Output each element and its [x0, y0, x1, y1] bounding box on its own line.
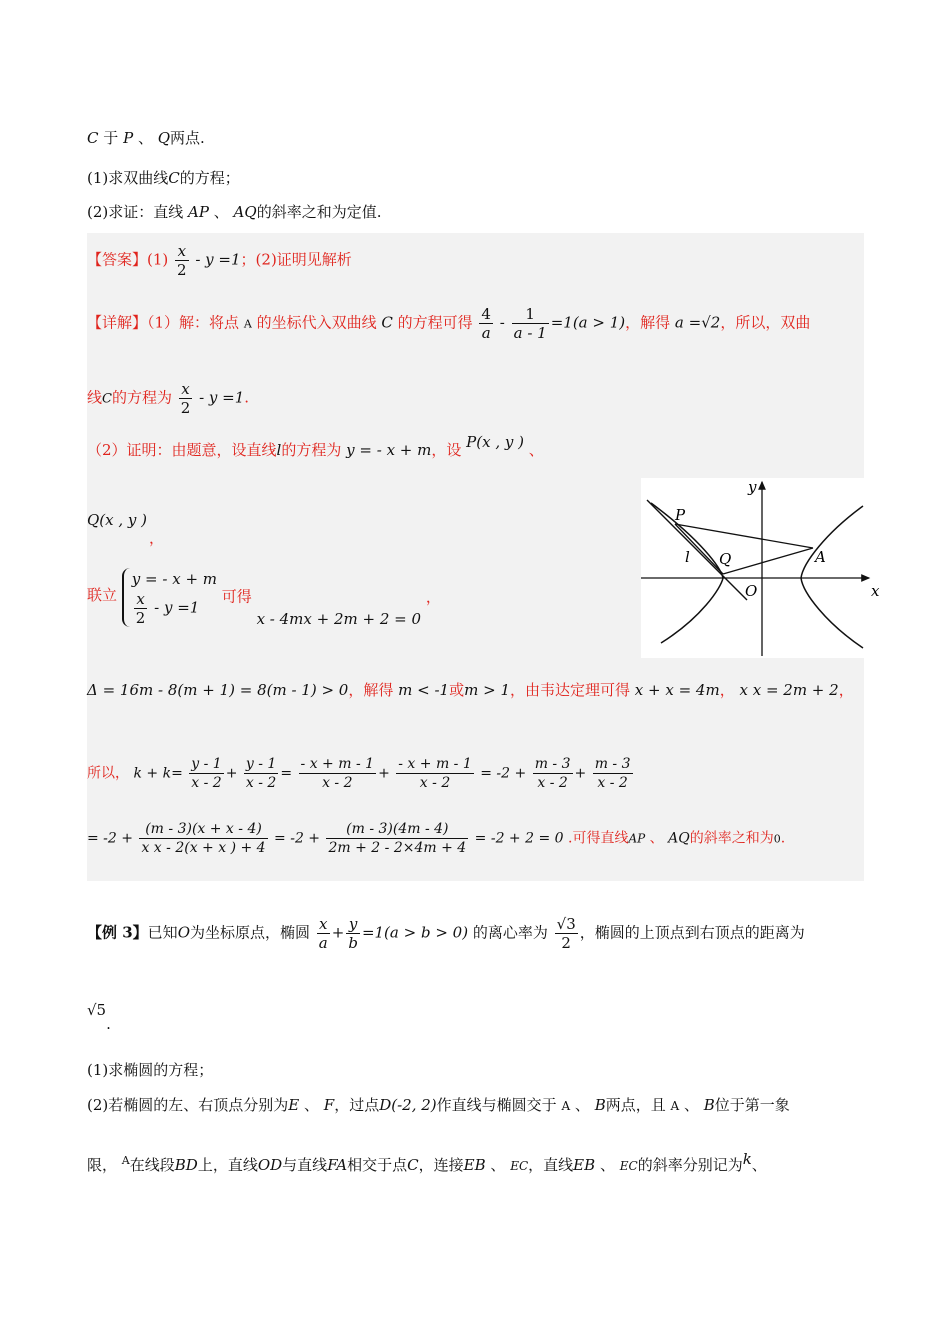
text: 为坐标原点，椭圆	[190, 923, 311, 942]
text: ，解得	[625, 313, 671, 332]
text: 与直线	[282, 1156, 328, 1174]
text: 、	[528, 441, 544, 459]
fraction	[189, 755, 223, 792]
text: 的斜率之和为定值.	[256, 203, 382, 221]
text: .可得直线	[568, 830, 629, 847]
text: 相交于点	[347, 1156, 408, 1174]
hyperbola-figure	[641, 478, 880, 658]
numerator: 4	[481, 305, 491, 323]
text: 、	[137, 129, 153, 147]
math-point-Q: Q(x , y )	[87, 511, 148, 529]
math-A: A	[561, 1099, 571, 1113]
right-branch	[801, 506, 863, 648]
segment-PA	[675, 524, 813, 548]
fraction	[512, 305, 549, 342]
math-expr: a =√2	[674, 313, 721, 332]
denominator: 2	[177, 261, 187, 279]
text: 、	[751, 1156, 767, 1174]
text: ，过点	[334, 1096, 380, 1114]
denominator: 2	[135, 609, 146, 627]
denominator: x - 2	[245, 775, 277, 791]
fraction	[555, 915, 578, 952]
fraction	[317, 915, 330, 952]
text: 、	[683, 1096, 699, 1114]
math-expr: x x = 2m + 2	[739, 681, 839, 699]
numerator: y	[346, 915, 360, 934]
math-expr: y = - x + m	[346, 441, 432, 459]
example-label: 【例 3】	[87, 923, 148, 942]
text: ，解得	[348, 681, 394, 699]
numerator: (m - 3)(4m - 4)	[326, 820, 468, 839]
example-3-line	[87, 915, 805, 952]
denominator: x - 2	[537, 775, 568, 791]
text: ，椭圆的上顶点到右顶点的距离为	[579, 923, 805, 942]
denominator: 2m + 2 - 2×4m + 4	[328, 840, 467, 856]
numerator: x	[175, 242, 189, 261]
q-point-line	[87, 510, 165, 550]
denominator: b	[348, 934, 358, 952]
minus: -	[499, 313, 505, 332]
math-expr: - y =1	[149, 598, 200, 617]
text: 位于第一象	[714, 1096, 790, 1114]
denominator: 2	[561, 934, 571, 952]
text: ，由韦达定理可得	[509, 681, 630, 699]
math-EB: EB	[463, 1156, 486, 1174]
text: 、	[599, 1156, 615, 1174]
example-3-question-1: (1)求椭圆的方程；	[87, 1061, 214, 1079]
math-C: C	[102, 391, 112, 407]
math-zero: 0	[773, 832, 781, 846]
numerator: (m - 3)(x + x - 4)	[139, 820, 267, 839]
fraction	[326, 820, 468, 857]
math-AP: AP	[628, 831, 646, 846]
fraction	[479, 305, 493, 342]
math-expr: = -2 +	[87, 830, 133, 847]
fraction	[244, 755, 278, 792]
label-Q: Q	[719, 550, 732, 568]
slope-sum-line: 所以， k + k= $\frac{y - 1}{x - 2}$ + $\frac{y - 1}{x - 2}$ = $\frac{- x + m - 1}{x - 2}$ + $\frac{- x + m - 1}{x - 2}$ = -2 + $\frac{m - 3}{x - 2}$ + $\frac{m - 3}{x - 2}$	[87, 756, 631, 791]
label-A: A	[815, 548, 826, 566]
math-EB: EB	[573, 1156, 596, 1174]
math-expr: =1(a > b > 0)	[361, 923, 469, 942]
system-line	[87, 568, 441, 627]
math-EC: EC	[619, 1159, 638, 1173]
text: 线	[87, 388, 103, 407]
segment-QA	[723, 548, 813, 574]
math-expr: x - 4mx + 2m + 2 = 0	[256, 609, 422, 628]
fraction	[179, 380, 193, 417]
math-E: E	[288, 1096, 300, 1114]
denominator: x x - 2(x + x ) + 4	[141, 840, 266, 856]
math-expr: =1(a > 1)	[550, 313, 626, 332]
math-expr: k + k	[133, 765, 172, 782]
label-x: x	[871, 582, 880, 600]
numerator: x	[134, 590, 148, 609]
denominator: x - 2	[419, 775, 451, 791]
math-expr: x + x = 4m	[634, 681, 720, 699]
text: 的斜率分别记为	[637, 1156, 743, 1174]
detail-1-line	[87, 305, 810, 342]
text: ，直线	[528, 1156, 574, 1174]
denominator: 2	[180, 399, 191, 417]
math-k1: k	[742, 1150, 752, 1168]
math-expr: = -2 +	[274, 830, 321, 847]
math-C: C	[168, 169, 180, 187]
denominator: x - 2	[322, 775, 353, 791]
hyperbola-svg	[641, 478, 880, 658]
math-A: A	[121, 1154, 130, 1167]
detail-label: 【详解】（1）解：将点	[87, 313, 240, 332]
text: 、	[490, 1156, 506, 1174]
text: 两点.	[170, 129, 205, 147]
label-y: y	[748, 478, 757, 496]
text: ，	[838, 681, 854, 699]
question-intro-line	[87, 128, 205, 148]
denominator: a	[481, 324, 491, 342]
text: 联立	[87, 585, 118, 604]
text: 所以，	[87, 765, 129, 782]
text: 的斜率之和为	[689, 830, 774, 847]
example-3-question-2b	[87, 1150, 767, 1177]
text: 或	[449, 681, 465, 699]
text: (2)求证：直线	[87, 203, 184, 221]
math-B: B	[703, 1096, 715, 1114]
label-O: O	[745, 582, 758, 600]
text: 、	[303, 1096, 319, 1114]
equation-2	[132, 590, 217, 627]
text: 作直线与椭圆交于	[436, 1096, 557, 1114]
fraction	[139, 820, 267, 857]
numerator: y - 1	[191, 756, 222, 772]
label-l: l	[685, 548, 690, 566]
text: (1)求双曲线	[87, 169, 169, 187]
text: ，	[719, 681, 735, 699]
delta-line	[87, 680, 854, 700]
math-O: O	[177, 923, 190, 942]
answer-label: 【答案】(1)	[87, 250, 169, 269]
example-3-question-2	[87, 1095, 790, 1116]
text: ，设	[431, 441, 462, 459]
math-C: C	[381, 313, 393, 332]
math-sqrt5: √5	[87, 1001, 107, 1019]
text: 的方程为	[281, 441, 342, 459]
math-expr: m > 1	[464, 681, 510, 699]
denominator: x - 2	[191, 775, 222, 791]
math-expr: m < -1	[398, 681, 450, 699]
text: ；(2)证明见解析	[240, 250, 352, 269]
text: 于	[103, 129, 119, 147]
text: 的离心率为	[472, 923, 548, 942]
numerator: x	[179, 380, 193, 399]
question-1	[87, 168, 240, 188]
math-l: l	[276, 441, 282, 459]
denominator: x - 2	[597, 775, 628, 791]
detail-2-line	[87, 433, 544, 460]
math-C: C	[87, 129, 99, 147]
left-branch	[651, 503, 723, 643]
question-2	[87, 202, 381, 222]
math-AQ: AQ	[233, 203, 257, 221]
fraction	[593, 755, 633, 792]
fraction	[346, 915, 360, 952]
text: .	[780, 830, 786, 847]
detail-1b-line	[87, 380, 249, 417]
numerator: - x + m - 1	[300, 756, 375, 772]
equation-system	[122, 568, 217, 627]
text: .	[106, 1015, 111, 1033]
numerator: m - 3	[534, 756, 571, 772]
numerator: x	[317, 915, 330, 934]
text: 可得	[221, 587, 252, 606]
fraction	[134, 590, 148, 627]
text: ，	[425, 587, 441, 606]
math-expr: Δ = 16m - 8(m + 1) = 8(m - 1) > 0	[87, 681, 349, 699]
text: 已知	[147, 923, 178, 942]
text: 、	[574, 1096, 590, 1114]
math-EC: EC	[510, 1159, 529, 1173]
math-AP: AP	[188, 203, 209, 221]
text: 两点，且	[605, 1096, 666, 1114]
math-C: C	[407, 1156, 419, 1174]
math-OD: OD	[257, 1156, 283, 1174]
numerator: y - 1	[245, 756, 277, 772]
math-B: B	[594, 1096, 606, 1114]
text: 的方程；	[179, 169, 240, 187]
slope-simplify-line	[87, 820, 785, 857]
numerator: m - 3	[594, 756, 631, 772]
math-expr: = -2 +	[480, 765, 527, 782]
math-FA: FA	[327, 1156, 348, 1174]
math-expr: - y =1	[194, 388, 245, 407]
text: 在线段	[129, 1156, 175, 1174]
text: 上，直线	[197, 1156, 258, 1174]
text: ，	[149, 529, 165, 547]
numerator: √3	[556, 915, 576, 933]
sqrt5-line	[87, 1000, 111, 1033]
text: ，连接	[418, 1156, 464, 1174]
math-expr: - y =1	[190, 250, 241, 269]
text: 限，	[87, 1156, 118, 1174]
math-Q: Q	[157, 129, 171, 147]
fraction	[396, 755, 474, 792]
text: 的方程为	[111, 388, 172, 407]
math-expr: = -2 + 2 = 0	[474, 830, 564, 847]
denominator: a - 1	[513, 324, 547, 342]
text: .	[244, 388, 250, 407]
answer-line	[87, 242, 352, 279]
math-BD: BD	[174, 1156, 198, 1174]
text: (2)若椭圆的左、右顶点分别为	[87, 1096, 289, 1114]
math-point-D: D(-2, 2)	[379, 1096, 437, 1114]
text: 、	[649, 830, 664, 847]
fraction	[533, 755, 573, 792]
label-P: P	[675, 506, 686, 524]
plus: +	[331, 923, 345, 942]
text: 、	[213, 203, 229, 221]
text: （2）证明：由题意，设直线	[87, 441, 277, 459]
numerator: - x + m - 1	[398, 756, 472, 772]
math-P: P	[123, 129, 134, 147]
math-A: A	[670, 1099, 680, 1113]
text: ，所以，双曲	[720, 313, 811, 332]
math-F: F	[323, 1096, 335, 1114]
text: 的坐标代入双曲线	[256, 313, 377, 332]
numerator: 1	[512, 305, 549, 324]
math-AQ: AQ	[668, 830, 690, 847]
denominator: a	[318, 934, 328, 952]
line-l	[647, 500, 747, 600]
fraction	[299, 755, 377, 792]
fraction	[175, 242, 189, 279]
equation-1: y = - x + m	[131, 570, 217, 588]
math-point-P: P(x , y )	[466, 433, 524, 451]
math-A: A	[243, 317, 252, 331]
text: 的方程可得	[397, 313, 473, 332]
